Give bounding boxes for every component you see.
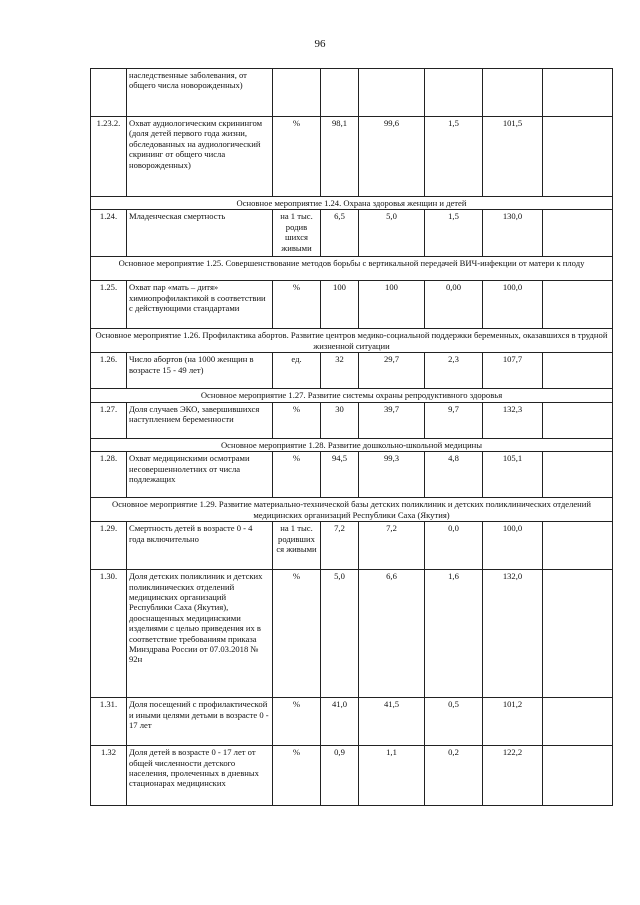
unit-of-measure: % [273,452,321,498]
indicator-number: 1.26. [91,353,127,389]
table-row [91,402,613,438]
indicator-number: 1.31. [91,698,127,746]
indicator-number: 1.28. [91,452,127,498]
actual-value: 41,5 [359,698,425,746]
actual-value [359,69,425,117]
notes-cell [543,522,613,570]
table-row [91,522,613,570]
notes-cell [543,570,613,698]
deviation-value: 9,7 [425,402,483,438]
indicator-number: 1.30. [91,570,127,698]
indicator-name: Младенческая смертность [127,210,273,257]
deviation-value: 1,5 [425,210,483,257]
notes-cell [543,117,613,197]
planned-value: 30 [321,402,359,438]
planned-value: 98,1 [321,117,359,197]
notes-cell [543,353,613,389]
unit-of-measure: % [273,117,321,197]
planned-value: 100 [321,281,359,329]
unit-of-measure: % [273,570,321,698]
deviation-value: 0,0 [425,522,483,570]
indicator-name: Смертность детей в возрасте 0 - 4 года включительно [127,522,273,570]
section-header-row [91,257,613,281]
deviation-value: 0,2 [425,746,483,806]
table-row [91,570,613,698]
actual-value: 39,7 [359,402,425,438]
table-row [91,698,613,746]
completion-percent [483,69,543,117]
indicator-name: Доля посещений с профилактической и иными целями детьми в возрасте 0 - 17 лет [127,698,273,746]
planned-value: 32 [321,353,359,389]
deviation-value: 1,6 [425,570,483,698]
planned-value: 94,5 [321,452,359,498]
deviation-value: 0,00 [425,281,483,329]
unit-of-measure: % [273,402,321,438]
actual-value: 6,6 [359,570,425,698]
indicator-number: 1.32 [91,746,127,806]
indicator-name: Охват медицинскими осмотрами несовершеннолетних от числа подлежащих [127,452,273,498]
completion-percent: 100,0 [483,522,543,570]
unit-of-measure: на 1 тыс. родив шихся живыми [273,210,321,257]
section-header-row [91,197,613,210]
section-title: Основное мероприятие 1.25. Совершенствование методов борьбы с вертикальной передачей ВИЧ-инфекции от матери к плоду [91,257,613,281]
actual-value: 1,1 [359,746,425,806]
unit-of-measure: на 1 тыс. родивших ся живыми [273,522,321,570]
indicator-name: Доля детей в возрасте 0 - 17 лет от общей численности детского населения, пролеченных в дневных стационарах медицинских [127,746,273,806]
notes-cell [543,281,613,329]
section-header-row [91,498,613,522]
indicator-number: 1.27. [91,402,127,438]
page-number: 96 [314,38,326,50]
completion-percent: 130,0 [483,210,543,257]
actual-value: 7,2 [359,522,425,570]
deviation-value: 1,5 [425,117,483,197]
planned-value: 41,0 [321,698,359,746]
actual-value: 99,6 [359,117,425,197]
notes-cell [543,746,613,806]
table-row [91,117,613,197]
planned-value: 0,9 [321,746,359,806]
indicator-number: 1.25. [91,281,127,329]
completion-percent: 101,2 [483,698,543,746]
table-row [91,746,613,806]
unit-of-measure: % [273,281,321,329]
unit-of-measure [273,69,321,117]
indicator-name: наследственные заболевания, от общего числа новорожденных) [127,69,273,117]
notes-cell [543,402,613,438]
section-title: Основное мероприятие 1.28. Развитие дошкольно-школьной медицины [91,438,613,451]
completion-percent: 105,1 [483,452,543,498]
table-row [91,452,613,498]
section-header-row [91,329,613,353]
completion-percent: 107,7 [483,353,543,389]
table-row [91,210,613,257]
completion-percent: 122,2 [483,746,543,806]
notes-cell [543,698,613,746]
unit-of-measure: ед. [273,353,321,389]
deviation-value: 2,3 [425,353,483,389]
indicator-name: Число абортов (на 1000 женщин в возрасте 15 - 49 лет) [127,353,273,389]
planned-value: 6,5 [321,210,359,257]
unit-of-measure: % [273,698,321,746]
section-title: Основное мероприятие 1.24. Охрана здоровья женщин и детей [91,197,613,210]
section-header-row [91,389,613,402]
indicator-number: 1.23.2. [91,117,127,197]
section-header-row [91,438,613,451]
notes-cell [543,210,613,257]
indicator-number: 1.29. [91,522,127,570]
section-title: Основное мероприятие 1.29. Развитие материально-технической базы детских поликлиник и детских поликлинических отделений медицинских организаций Республики Саха (Якутия) [91,498,613,522]
indicators-table [90,68,613,806]
planned-value: 7,2 [321,522,359,570]
indicator-name: Охват пар «мать – дитя» химиопрофилактикой в соответствии с действующими стандартами [127,281,273,329]
actual-value: 5,0 [359,210,425,257]
table-row [91,281,613,329]
indicator-name: Охват аудиологическим скринингом (доля детей первого года жизни, обследованных на аудиологический скрининг от общего числа новорожденных) [127,117,273,197]
indicator-name: Доля случаев ЭКО, завершившихся наступлением беременности [127,402,273,438]
table-row [91,353,613,389]
section-title: Основное мероприятие 1.26. Профилактика абортов. Развитие центров медико-социальной поддержки беременных, оказавшихся в трудной жизненной ситуации [91,329,613,353]
actual-value: 99,3 [359,452,425,498]
deviation-value: 4,8 [425,452,483,498]
table-body [91,69,613,806]
planned-value [321,69,359,117]
indicator-number: 1.24. [91,210,127,257]
deviation-value [425,69,483,117]
actual-value: 29,7 [359,353,425,389]
indicator-name: Доля детских поликлиник и детских поликлинических отделений медицинских организаций Республики Саха (Якутия), дооснащенных медицинскими изделиями с целью приведения их в соответствие требованиям приказа Минздрава России от 07.03.2018 № 92н [127,570,273,698]
completion-percent: 132,0 [483,570,543,698]
completion-percent: 100,0 [483,281,543,329]
notes-cell [543,69,613,117]
completion-percent: 101,5 [483,117,543,197]
unit-of-measure: % [273,746,321,806]
completion-percent: 132,3 [483,402,543,438]
planned-value: 5,0 [321,570,359,698]
deviation-value: 0,5 [425,698,483,746]
section-title: Основное мероприятие 1.27. Развитие системы охраны репродуктивного здоровья [91,389,613,402]
table-row [91,69,613,117]
actual-value: 100 [359,281,425,329]
indicator-number [91,69,127,117]
notes-cell [543,452,613,498]
